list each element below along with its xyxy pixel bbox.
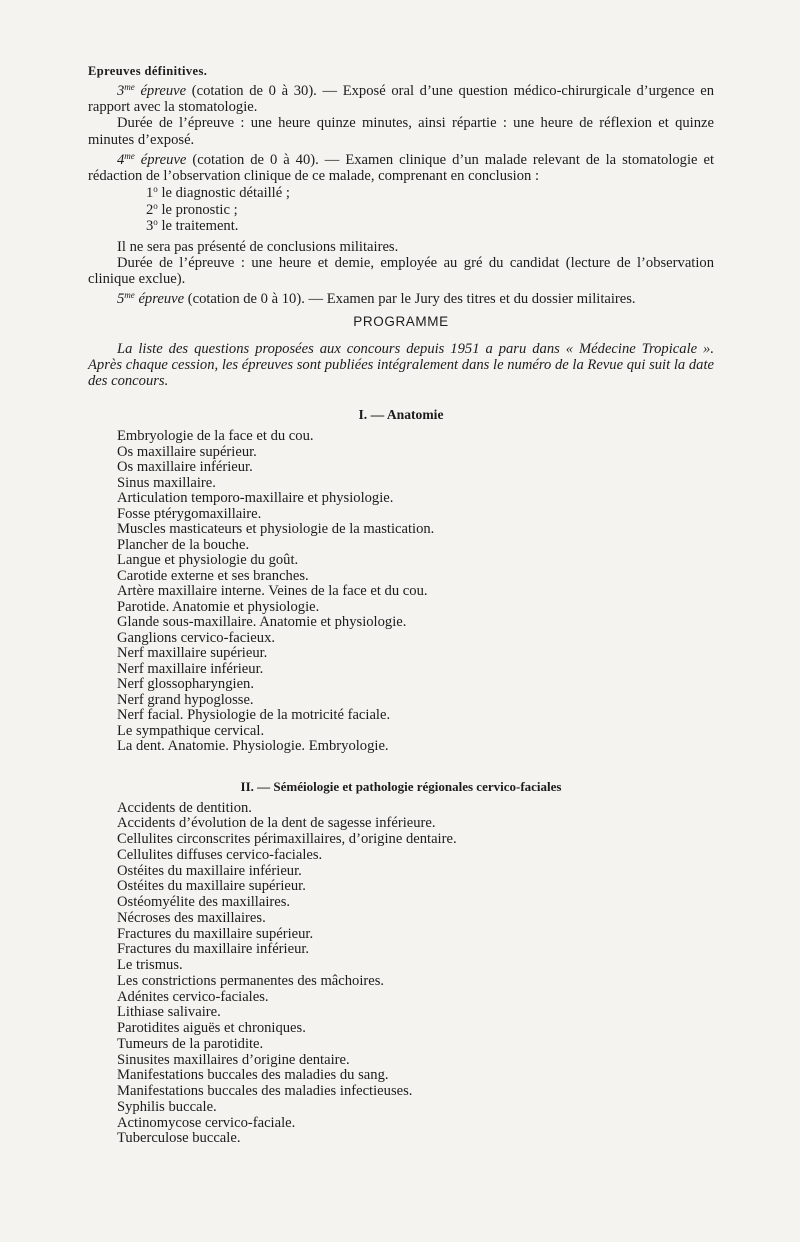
conclusion-item-number: 2	[146, 201, 154, 218]
epreuve-4-superscript: me	[124, 150, 135, 161]
epreuve-3-word: épreuve	[134, 83, 187, 99]
epreuve-3-paragraph	[88, 83, 714, 115]
epreuve-5-superscript: me	[124, 290, 135, 301]
conclusion-item-number: 3	[146, 218, 154, 235]
conclusion-list	[88, 185, 714, 235]
topic-item: Accidents de dentition.	[117, 799, 252, 816]
topic-item: Nerf maxillaire inférieur.	[117, 660, 264, 677]
epreuve-5-text: (cotation de 0 à 10). — Examen par le Jury des titres et du dossier militaires.	[184, 291, 636, 308]
epreuve-3-text: (cotation de 0 à 30). — Exposé oral d’une question médico-chirurgicale d’urgence en rapport avec la stomatologie.	[88, 83, 714, 116]
topic-item: Os maxillaire supérieur.	[117, 443, 257, 460]
epreuve-5-number: 5	[117, 291, 125, 308]
topic-item: Le trismus.	[117, 957, 183, 974]
topic-item: Parotidites aiguës et chroniques.	[117, 1020, 306, 1037]
epreuve-4-text: (cotation de 0 à 40). — Examen clinique d’un malade relevant de la stomatologie et rédaction de l’observation clinique de ce malade, comprenant en conclusion :	[88, 151, 715, 185]
conclusion-item-number: 1	[146, 185, 154, 202]
topic-item: Ostéites du maxillaire supérieur.	[117, 878, 306, 895]
conclusion-item-superscript: o	[153, 217, 158, 228]
topic-item: Articulation temporo-maxillaire et physiologie.	[117, 490, 394, 507]
conclusion-item	[146, 218, 714, 235]
topic-item: Manifestations buccales des maladies infectieuses.	[117, 1083, 413, 1100]
topic-item: Muscles masticateurs et physiologie de la mastication.	[117, 521, 435, 538]
page-content	[88, 64, 714, 1147]
topic-item: Nerf facial. Physiologie de la motricité faciale.	[117, 707, 391, 724]
epreuve-3-number: 3	[117, 83, 125, 99]
topic-item: Syphilis buccale.	[117, 1098, 217, 1115]
programme-title: PROGRAMME	[353, 313, 449, 329]
topic-item: Les constrictions permanentes des mâchoires.	[117, 972, 385, 989]
epreuve-4-duree: Durée de l’épreuve : une heure et demie, employée au gré du candidat (lecture de l’observation clinique exclue).	[88, 254, 714, 288]
epreuve-4-word: épreuve	[134, 151, 187, 168]
topic-item: Plancher de la bouche.	[117, 536, 250, 553]
topic-item: Tuberculose buccale.	[117, 1130, 241, 1147]
topic-item: Parotide. Anatomie et physiologie.	[117, 598, 320, 615]
topic-item: Langue et physiologie du goût.	[117, 552, 299, 569]
topic-item: Glande sous-maxillaire. Anatomie et physiologie.	[117, 614, 407, 631]
section-heading-anatomie: I. — Anatomie	[358, 407, 444, 423]
epreuve-5-paragraph	[88, 291, 714, 307]
topic-item: Cellulites diffuses cervico-faciales.	[117, 846, 323, 863]
topic-item: Tumeurs de la parotidite.	[117, 1035, 264, 1052]
topic-item: Ostéites du maxillaire inférieur.	[117, 862, 302, 879]
topic-item: Sinusites maxillaires d’origine dentaire.	[117, 1051, 350, 1068]
topic-item: Actinomycose cervico-faciale.	[117, 1114, 296, 1131]
topic-item: Cellulites circonscrites périmaxillaires, d’origine dentaire.	[117, 831, 457, 848]
topic-item: La dent. Anatomie. Physiologie. Embryologie.	[117, 738, 389, 755]
epreuve-4-paragraph	[88, 152, 714, 184]
section-heading-semeiologie: II. — Séméiologie et pathologie régionales cervico-faciales	[240, 778, 562, 794]
topic-item: Embryologie de la face et du cou.	[117, 428, 314, 445]
topic-item: Artère maxillaire interne. Veines de la face et du cou.	[117, 583, 428, 600]
epreuve-3-duree: Durée de l’épreuve : une heure quinze minutes, ainsi répartie : une heure de réflexion et quinze minutes d’exposé.	[88, 115, 714, 148]
epreuve-3-superscript: me	[124, 82, 135, 92]
conclusion-item	[146, 202, 714, 219]
section-label: Epreuves définitives.	[88, 64, 208, 78]
conclusion-item-superscript: o	[153, 200, 158, 211]
programme-note: La liste des questions proposées aux concours depuis 1951 a paru dans « Médecine Tropicale ». Après chaque cession, les épreuves sont publiées intégralement dans le numéro de la Revue qui suit la date des concours.	[88, 340, 714, 389]
topic-item: Ganglions cervico-facieux.	[117, 629, 276, 646]
topic-item: Accidents d’évolution de la dent de sagesse inférieure.	[117, 815, 436, 832]
epreuve-4-number: 4	[117, 151, 125, 168]
topic-item: Os maxillaire inférieur.	[117, 459, 253, 476]
topic-item: Adénites cervico-faciales.	[117, 988, 269, 1005]
topic-item: Nerf glossopharyngien.	[117, 676, 254, 693]
topic-item: Carotide externe et ses branches.	[117, 567, 309, 584]
conclusion-item-text: le traitement.	[157, 218, 239, 235]
semeiologie-topic-list	[88, 801, 714, 1148]
topic-item: Nerf maxillaire supérieur.	[117, 645, 268, 662]
anatomie-topic-list	[88, 429, 714, 755]
conclusion-item-superscript: o	[153, 184, 158, 195]
topic-item: Ostéomyélite des maxillaires.	[117, 894, 291, 911]
topic-item: Manifestations buccales des maladies du sang.	[117, 1067, 389, 1084]
topic-item: Fractures du maxillaire supérieur.	[117, 925, 314, 942]
topic-item: Fosse ptérygomaxillaire.	[117, 505, 262, 522]
topic-item: Lithiase salivaire.	[117, 1004, 221, 1021]
topic-item: Sinus maxillaire.	[117, 474, 216, 491]
epreuve-5-word: épreuve	[134, 291, 185, 308]
topic-item: Le sympathique cervical.	[117, 722, 265, 739]
epreuve-4-note: Il ne sera pas présenté de conclusions militaires.	[117, 238, 399, 255]
topic-item: Nerf grand hypoglosse.	[117, 691, 254, 708]
topic-item: Nécroses des maxillaires.	[117, 909, 266, 926]
conclusion-item	[146, 185, 714, 202]
conclusion-item-text: le diagnostic détaillé ;	[157, 185, 290, 202]
conclusion-item-text: le pronostic ;	[157, 201, 238, 218]
topic-item: Fractures du maxillaire inférieur.	[117, 941, 310, 958]
